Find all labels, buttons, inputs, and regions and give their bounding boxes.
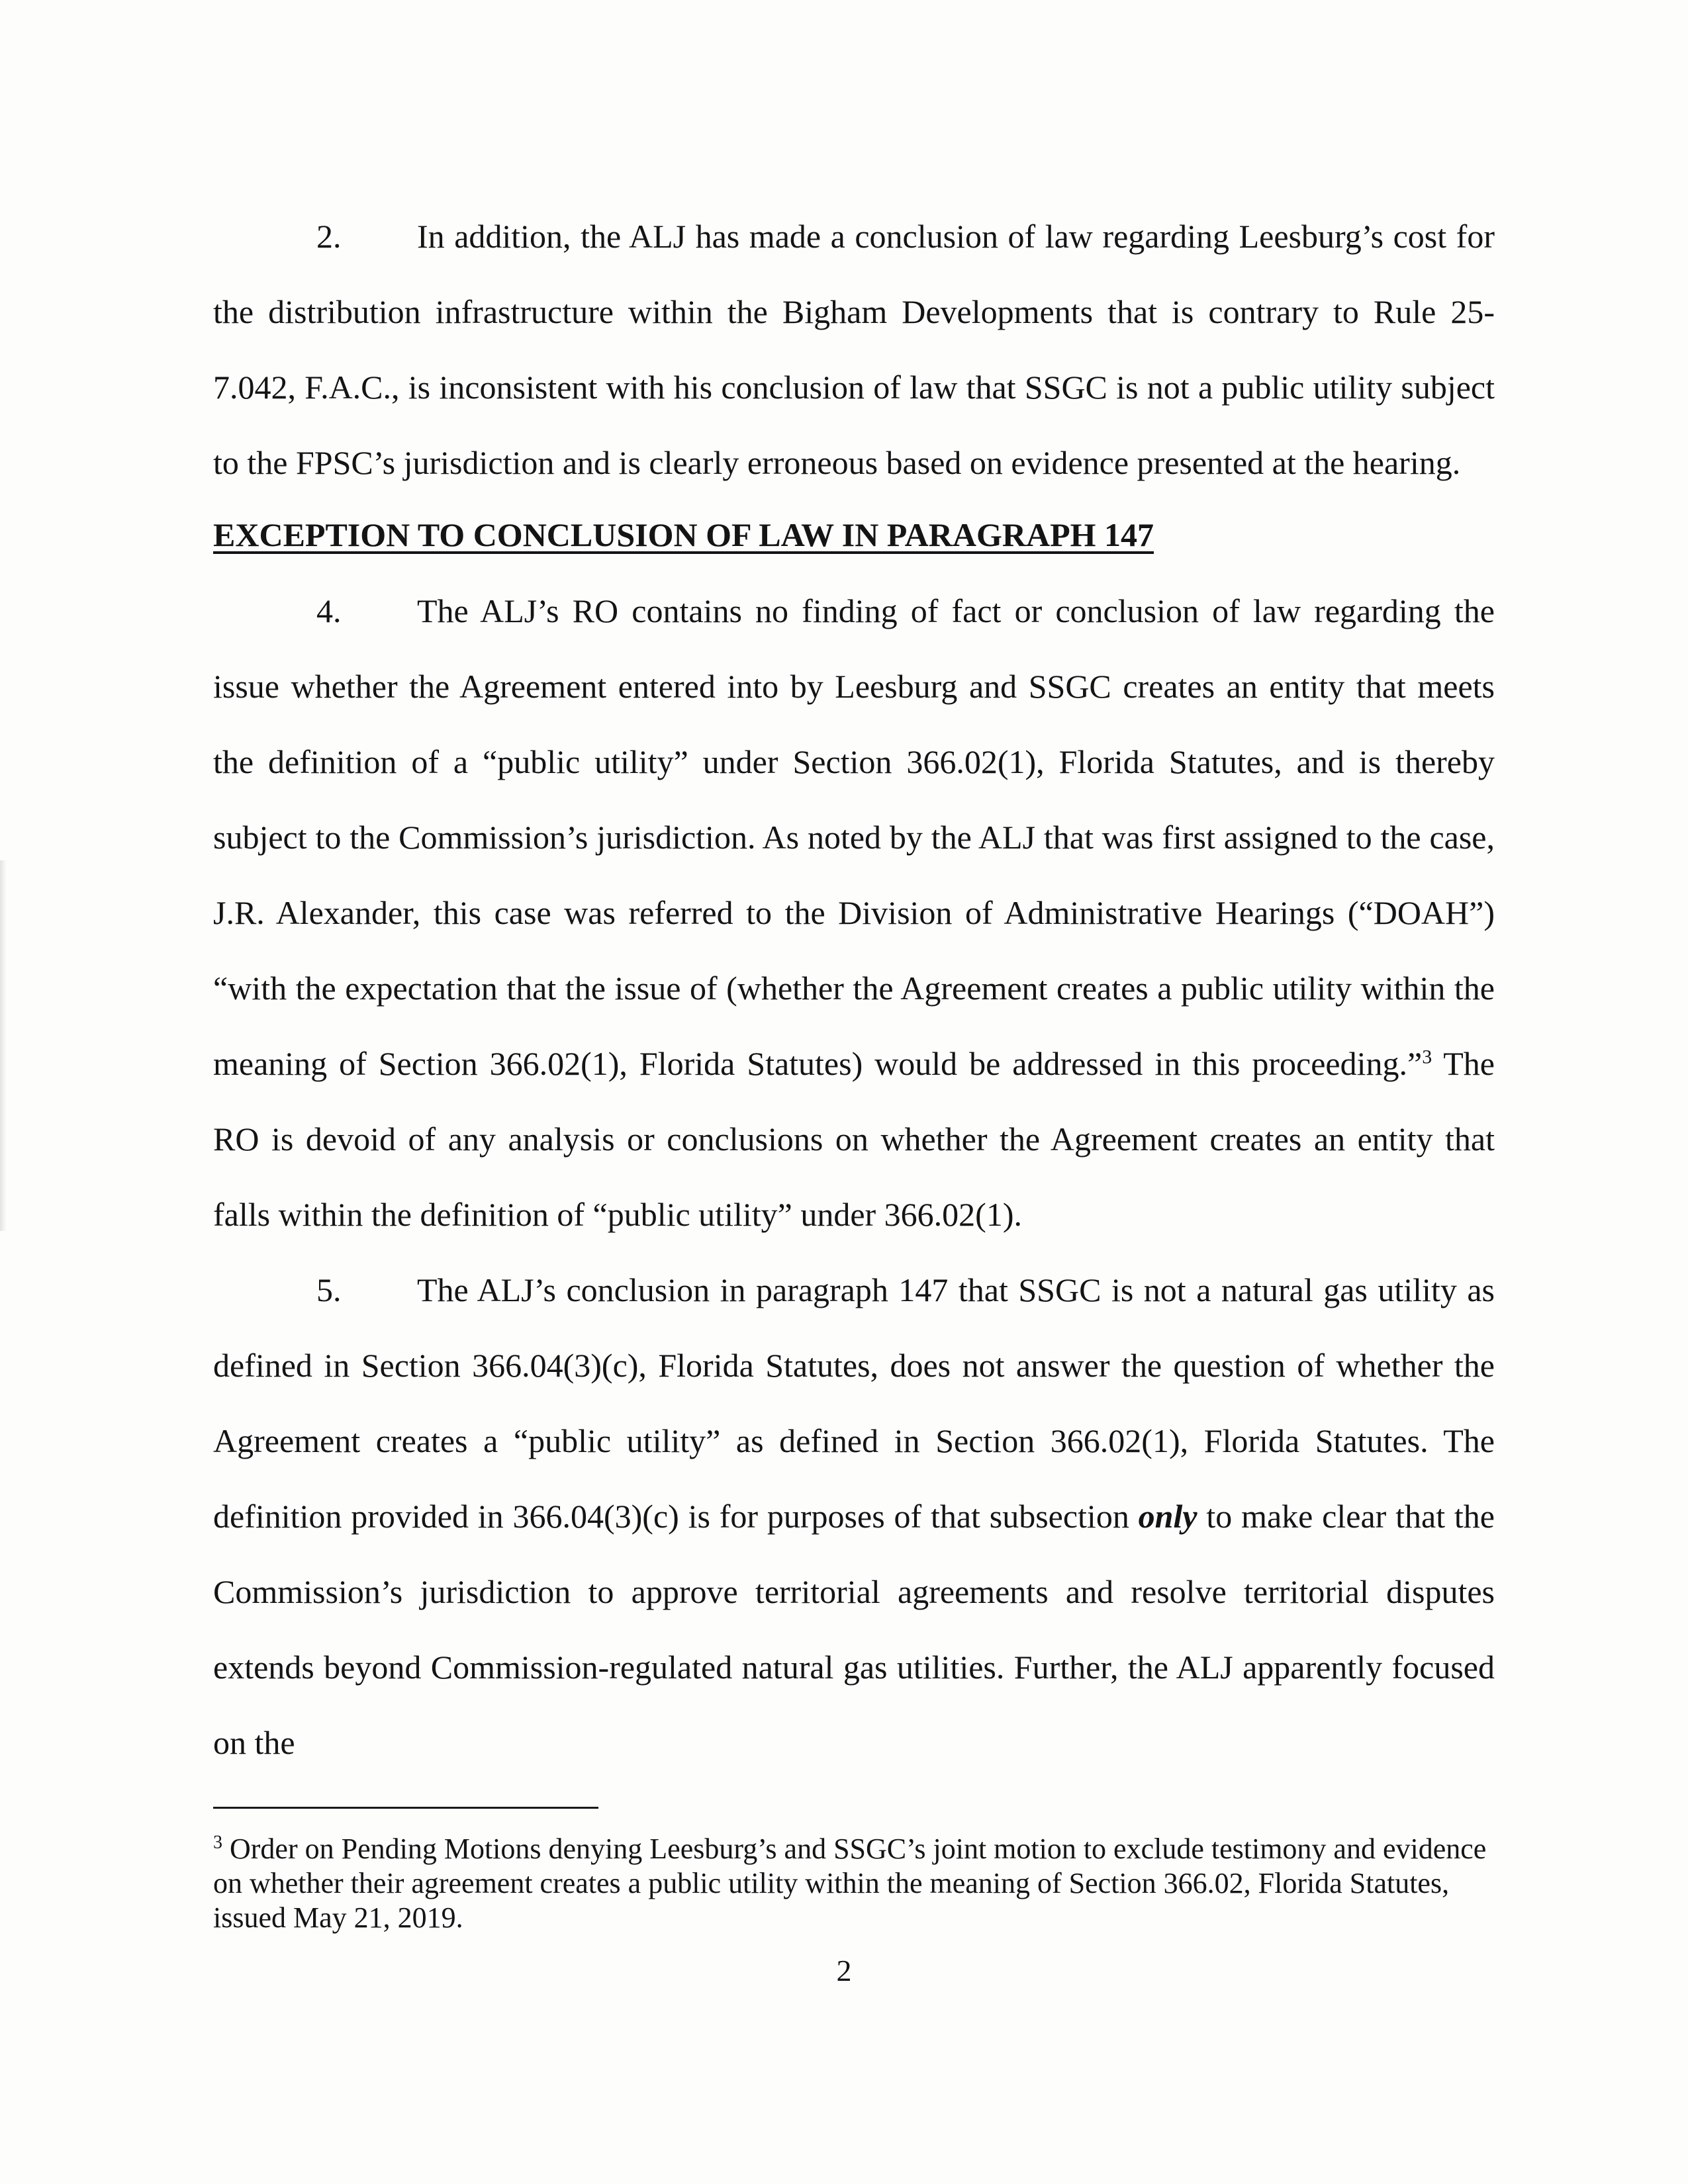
- footnote: [213, 1832, 1495, 1935]
- emphasis-text: only: [1138, 1498, 1197, 1535]
- paragraph-text-continued: The RO is devoid of any analysis or conclusions on whether the Agreement creates an entity that falls within the definition of “public utility” under 366.02(1).: [213, 1045, 1495, 1233]
- paragraph-text-continued: to make clear that the Commission’s jurisdiction to approve territorial agreements and resolve territorial disputes extends beyond Commission-regulated natural gas utilities. Further, the ALJ apparently focused on the: [213, 1498, 1495, 1761]
- paragraph-number: 4.: [316, 592, 342, 629]
- page-number: 2: [836, 1954, 852, 1987]
- scan-shadow: [0, 860, 7, 1231]
- paragraph-number: 2.: [316, 218, 342, 255]
- paragraph-text: The ALJ’s conclusion in paragraph 147 that SSGC is not a natural gas utility as defined in Section 366.04(3)(c), Florida Statutes, does not answer the question of whether the Agreement creates a “public utility” as defined in Section 366.02(1), Florida Statutes. The definition provided in 366.04(3)(c) is for purposes of that subsection: [213, 1271, 1495, 1535]
- body-text: [213, 199, 1495, 1780]
- paragraph-5: [213, 1252, 1495, 1780]
- section-heading: EXCEPTION TO CONCLUSION OF LAW IN PARAGRAPH 147: [213, 516, 1154, 553]
- footnote-text: Order on Pending Motions denying Leesburg’s and SSGC’s joint motion to exclude testimony and evidence on whether their agreement creates a public utility within the meaning of Section 366.02, Florida Statutes, issued May 21, 2019.: [213, 1833, 1487, 1934]
- paragraph-number: 5.: [316, 1271, 342, 1308]
- paragraph-text: In addition, the ALJ has made a conclusion of law regarding Leesburg’s cost for the distribution infrastructure within the Bigham Developments that is contrary to Rule 25-7.042, F.A.C., is inconsistent with his conclusion of law that SSGC is not a public utility subject to the FPSC’s jurisdiction and is clearly erroneous based on evidence presented at the hearing.: [213, 218, 1495, 481]
- footnote-marker: 3: [213, 1832, 222, 1853]
- footnote-reference: 3: [1422, 1046, 1432, 1068]
- footnote-separator: [213, 1807, 598, 1809]
- paragraph-2: [213, 199, 1495, 500]
- paragraph-text: The ALJ’s RO contains no finding of fact or conclusion of law regarding the issue whether the Agreement entered into by Leesburg and SSGC creates an entity that meets the definition of a “public utility” under Section 366.02(1), Florida Statutes, and is thereby subject to the Commission’s jurisdiction. As noted by the ALJ that was first assigned to the case, J.R. Alexander, this case was referred to the Division of Administrative Hearings (“DOAH”) “with the expectation that the issue of (whether the Agreement creates a public utility within the meaning of Section 366.02(1), Florida Statutes) would be addressed in this proceeding.”: [213, 592, 1495, 1082]
- paragraph-4: [213, 573, 1495, 1252]
